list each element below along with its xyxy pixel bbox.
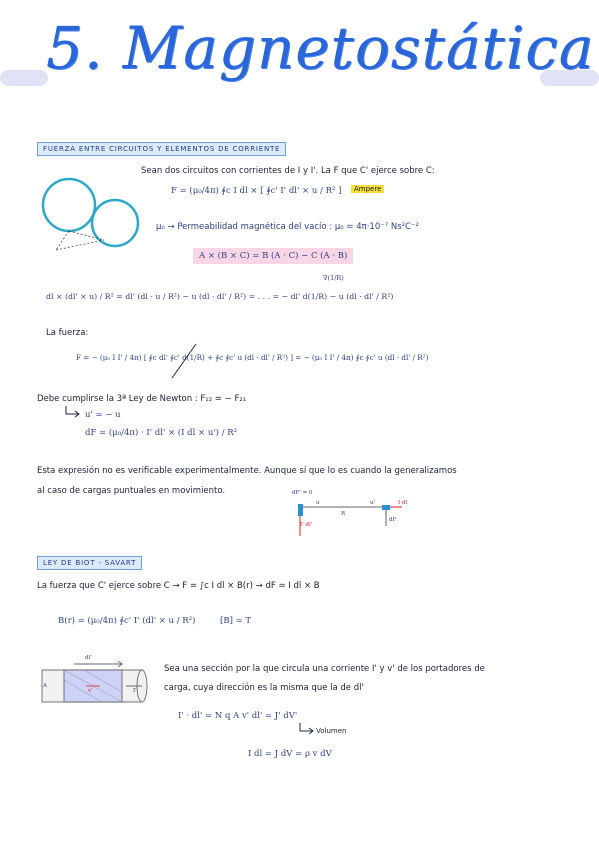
fig-R: R [341,511,346,517]
B-units: [B] = T [220,616,252,626]
force-equation: F = (μ₀/4π) ∮c I dl × [ ∮c' I' dl' × u / R² ] [171,186,342,196]
seccion-line1: Sea una sección por la que circula una corriente I' y v' de los portadores de [164,664,485,674]
page-title: 5. Magnetostática [46,14,595,82]
fig-I-dl-prime: I' dl' [300,522,313,528]
seccion-line2: carga, cuya dirección es la misma que la de dl' [164,683,364,693]
mu0-definition: μ₀ → Permeabilidad magnética del vacío : μ₀ = 4π·10⁻⁷ Ns²C⁻² [156,222,419,232]
cyl-A: A [43,683,47,689]
expresion-line1: Esta expresión no es verificable experimentalmente. Aunque sí que lo es cuando la generalizamos [37,466,457,476]
current-density-equation: I' · dl' = N q A v' dl' = J' dV' [178,711,298,721]
volume-current-equation: I dl = J dV = ρ v dV [248,749,332,759]
la-fuerza-label: La fuerza: [46,328,89,338]
newton-law: Debe cumplirse la 3ª Ley de Newton : F₁₂ = − F₂₁ [37,394,247,404]
title-underline-left [0,70,48,86]
current-elements-figure [290,490,420,545]
cylinder-diagram [38,658,153,708]
fig-I-dl: I dl [398,500,408,506]
cancel-strike [170,342,200,382]
expansion-equation: dl × (dl' × u) / R² = dl' (dl · u / R²) − u (dl · dl' / R²) = . . . = − dl' d(1/R) − u (dl · dl' / R²) [46,292,394,301]
grad-label: ∇(1/R) [323,274,344,282]
cyl-v: v' [88,688,93,694]
fig-u: u [316,500,320,506]
fig-u-prime: u' [370,500,376,506]
cyl-I: I' [133,688,137,694]
integral-equation: F = − (μ₀ I I' / 4π) [ ∮c dl' ∮c' d(1/R) + ∮c ∮c' u (dl · dl' / R²) ] = − (μ₀ I I' / 4π) ∮c ∮c' u (dl · dl' / R²) [76,353,429,362]
ampere-tag: Ampere [351,185,384,193]
volumen-arrow-icon [298,722,318,736]
expresion-line2: al caso de cargas puntuales en movimiento. [37,486,226,496]
vector-identity: A × (B × C) = B (A · C) − C (A · B) [193,248,353,264]
section-heading-biot-savart: LEY DE BIOT - SAVART [37,556,142,570]
arrow-icon [64,405,84,419]
fig-dF-zero: dF' = 0 [292,490,313,496]
dF-equation: dF = (μ₀/4π) · I' dl' × (I dl × u') / R² [85,428,238,438]
circuits-diagram [40,170,150,260]
fuerza-intro: Sean dos circuitos con corrientes de I y I'. La F que C' ejerce sobre C: [141,166,435,176]
section-heading-fuerza: FUERZA ENTRE CIRCUITOS Y ELEMENTOS DE CORRIENTE [37,142,286,156]
biot-line1: La fuerza que C' ejerce sobre C → F = ∫c I dl × B(r) → dF = I dl × B [37,581,320,591]
B-equation: B(r) = (μ₀/4π) ∮c' I' (dl' × u / R²) [58,616,196,626]
u-prime: u' = − u [85,410,121,420]
cyl-dl: dl' [85,655,92,661]
fig-dF: dF [389,517,397,523]
volumen-label: Volumen [316,727,347,735]
